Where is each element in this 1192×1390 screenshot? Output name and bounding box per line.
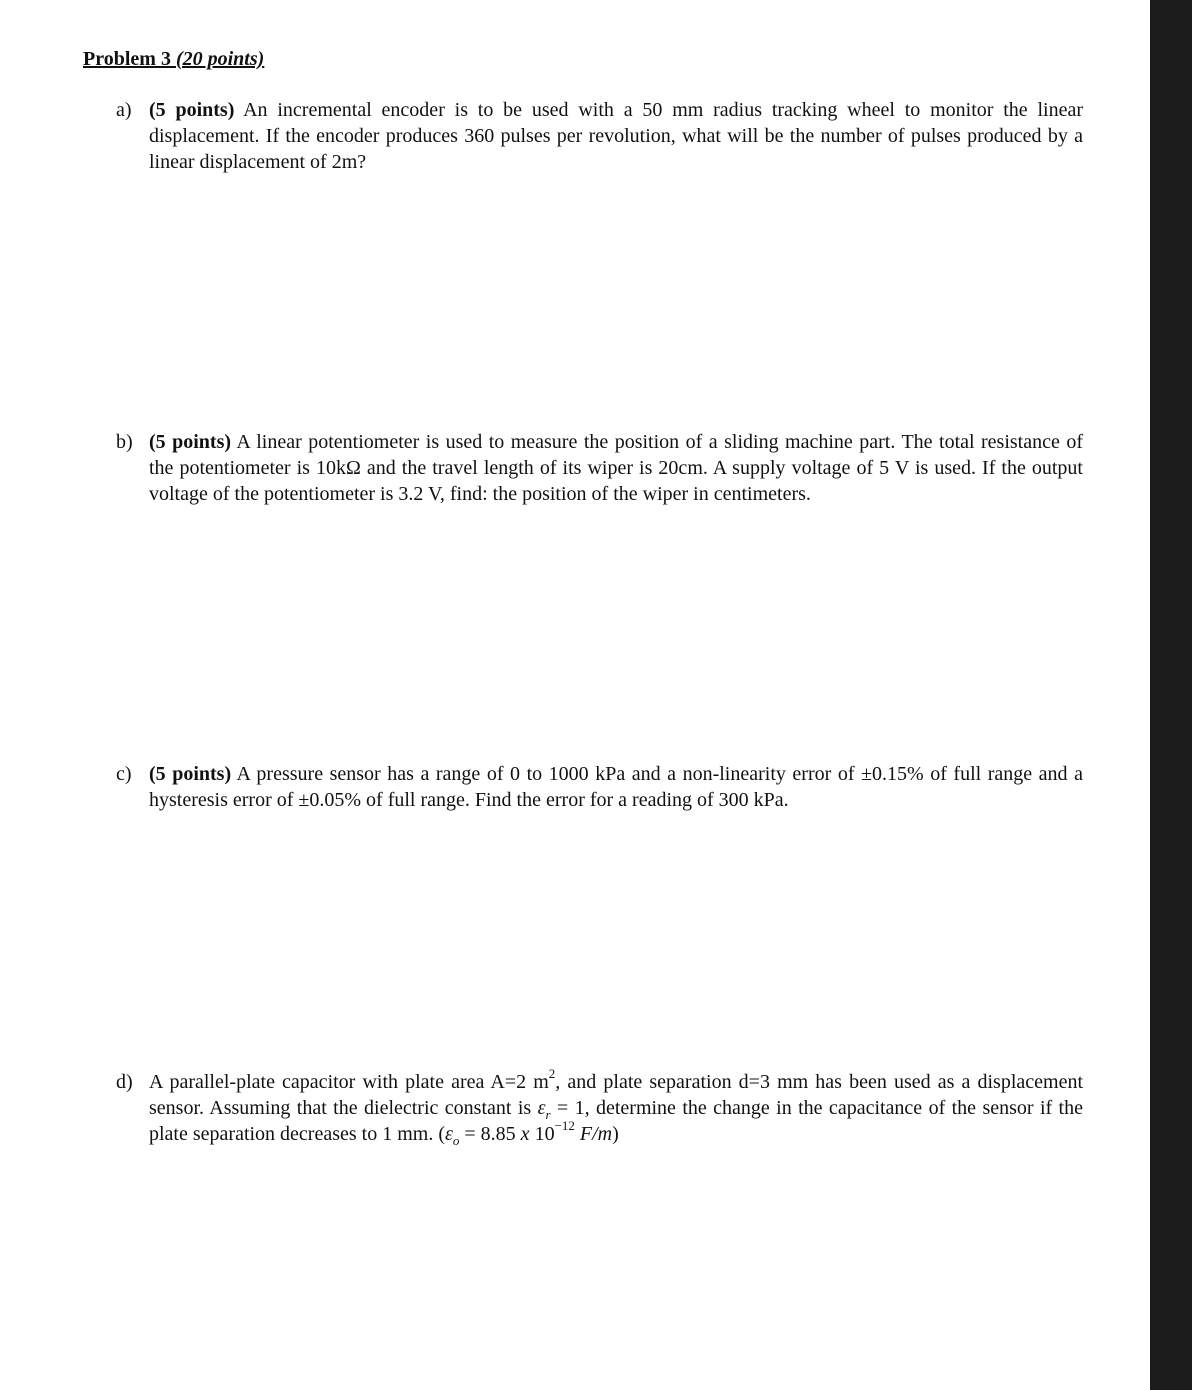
question-c-text: [149, 761, 1083, 813]
question-c: [116, 761, 1083, 813]
question-d-text-2: , and plate separation d=3 mm has been used as a displacement sensor. Assuming that the dielectric constant is: [149, 1071, 1084, 1119]
problem-title: [83, 46, 264, 72]
question-a: [116, 97, 1083, 175]
question-d: [116, 1066, 1084, 1148]
question-a-text: [149, 97, 1083, 175]
question-d-text: [149, 1066, 1084, 1148]
question-a-body: An incremental encoder is to be used with a 50 mm radius tracking wheel to monitor the linear displacement. If the encoder produces 360 pulses per revolution, what will be the number of pulses produced by a linear displacement of 2m?: [149, 99, 1083, 173]
epsilon-r-letter: ε: [537, 1097, 546, 1119]
question-b-text: [149, 429, 1083, 507]
epsilon-0-symbol: [445, 1123, 460, 1148]
closing-paren: ): [612, 1123, 619, 1145]
question-b-points: (5 points): [149, 431, 232, 453]
question-b-body: A linear potentiometer is used to measure the position of a sliding machine part. The total resistance of the potentiometer is 10kΩ and the travel length of its wiper is 20cm. A supply voltage of 5 V is used. If the output voltage of the potentiometer is 3.2 V, find: the position of the wiper in centimeters.: [149, 431, 1083, 505]
question-b-marker: b): [116, 431, 133, 453]
question-c-points: (5 points): [149, 763, 232, 785]
question-d-text-1: A parallel-plate capacitor with plate area A=2 m: [149, 1071, 549, 1093]
question-c-marker: c): [116, 763, 132, 785]
epsilon-0-letter: ε: [445, 1123, 453, 1145]
question-a-points: (5 points): [149, 99, 235, 121]
problem-points: (20 points): [175, 48, 265, 70]
unit-text: F/m: [574, 1123, 613, 1145]
problem-title-text: Problem 3: [83, 48, 176, 70]
question-b: [116, 429, 1083, 507]
epsilon-0-subscript: o: [452, 1133, 460, 1148]
power-exponent: −12: [554, 1118, 575, 1134]
times-symbol: x: [520, 1123, 530, 1145]
right-edge-bar: [1150, 0, 1192, 1390]
question-d-text-5: 10: [529, 1123, 555, 1145]
epsilon-r-subscript: r: [545, 1107, 551, 1122]
area-exponent: 2: [548, 1066, 556, 1082]
question-a-marker: a): [116, 99, 132, 121]
question-c-body: A pressure sensor has a range of 0 to 1000 kPa and a non-linearity error of ±0.15% of full range and a hysteresis error of ±0.05% of full range. Find the error for a reading of 300 kPa.: [149, 763, 1083, 811]
question-d-text-3: = 1, determine the change in the capacitance of the sensor if the plate separation decreases to 1 mm. (: [149, 1097, 1083, 1145]
question-d-text-4: = 8.85: [459, 1123, 521, 1145]
epsilon-r-symbol: [537, 1097, 551, 1122]
question-d-marker: d): [116, 1071, 133, 1093]
